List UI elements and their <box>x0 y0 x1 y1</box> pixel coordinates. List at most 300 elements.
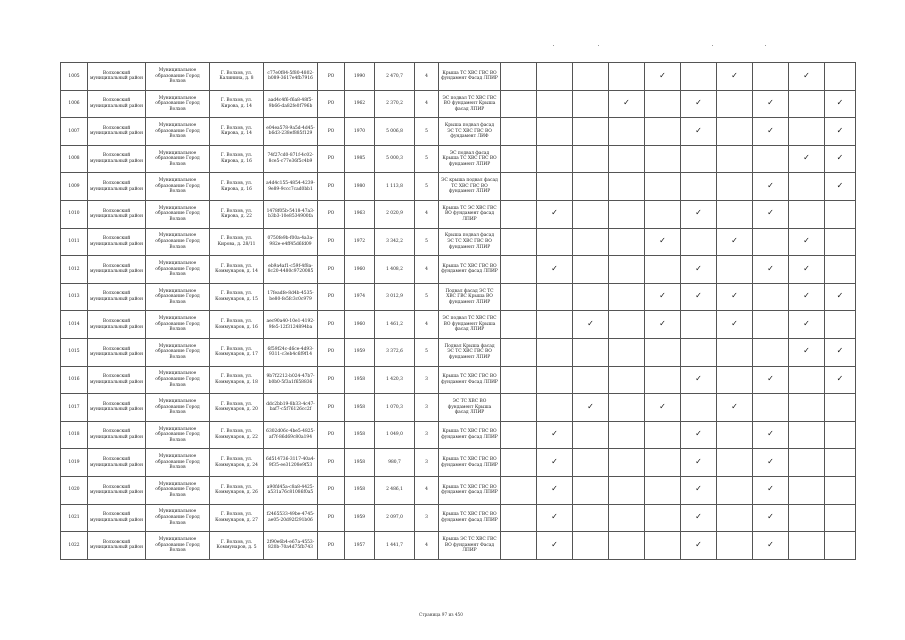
floor-count-cell: 3 <box>415 366 439 394</box>
total-area-cell: 2 097,0 <box>375 504 415 532</box>
work-column-10-cell <box>825 145 856 173</box>
work-column-6-cell <box>681 311 717 339</box>
build-year-cell: 1972 <box>345 228 375 256</box>
work-column-9-cell <box>789 145 825 173</box>
build-year-cell: 1963 <box>345 200 375 228</box>
work-column-7-cell <box>717 421 753 449</box>
work-column-8-cell <box>753 504 789 532</box>
row-number-cell: 1006 <box>61 90 88 118</box>
municipality-name-cell: Муниципальное образование Город Волхов <box>146 145 210 173</box>
build-year-cell: 1958 <box>345 366 375 394</box>
work-column-6-cell <box>681 228 717 256</box>
work-column-8-cell <box>753 449 789 477</box>
work-column-3-cell <box>573 504 609 532</box>
work-column-6-cell <box>681 476 717 504</box>
total-area-cell: 3 012,9 <box>375 283 415 311</box>
table-row <box>61 173 856 201</box>
work-column-7-cell <box>717 532 753 560</box>
work-column-7-cell <box>717 338 753 366</box>
work-column-9-cell <box>789 256 825 284</box>
checkmark-icon: ✓ <box>695 484 702 494</box>
row-number-cell: 1008 <box>61 145 88 173</box>
checkmark-icon: ✓ <box>803 291 810 301</box>
checkmark-icon: ✓ <box>767 484 774 494</box>
fund-type-cell: РО <box>318 90 345 118</box>
checkmark-icon: ✓ <box>767 512 774 521</box>
work-column-8-cell <box>753 200 789 228</box>
work-column-6-cell <box>681 145 717 173</box>
checkmark-icon: ✓ <box>551 208 558 218</box>
total-area-cell: 2 470,7 <box>375 63 415 91</box>
checkmark-icon: ✓ <box>587 318 594 328</box>
work-column-5-cell <box>645 145 681 173</box>
scan-dot <box>765 45 766 46</box>
fund-type-cell: РО <box>318 63 345 91</box>
works-list-cell: ЭС подвал ТС ХВС ГВС ВО фундамент Крыша фасад ЛПИР <box>439 311 501 339</box>
work-column-3-cell <box>573 90 609 118</box>
work-column-4-cell <box>609 394 645 422</box>
work-column-4-cell <box>609 476 645 504</box>
row-number-cell: 1015 <box>61 338 88 366</box>
floor-count-cell: 4 <box>415 256 439 284</box>
work-column-5-cell <box>645 394 681 422</box>
district-name-cell: Волховский муниципальный район <box>88 476 146 504</box>
checkmark-icon: ✓ <box>695 208 702 218</box>
house-code-cell: 9b7f2212-b024-47b7-b0b0-5f3a1f658836 <box>264 366 318 394</box>
works-list-cell: ЭС подвал фасад Крыша ТС ХВС ГВС ВО фундамент ЛПИР <box>439 145 501 173</box>
work-column-8-cell <box>753 63 789 91</box>
row-number-cell: 1014 <box>61 311 88 339</box>
works-list-cell: ЭС подвал ТС ХВС ГВС ВО фундамент Крыша фасад ЛПИР <box>439 90 501 118</box>
district-name-cell: Волховский муниципальный район <box>88 256 146 284</box>
work-column-8-cell <box>753 173 789 201</box>
work-column-2-cell <box>537 504 573 532</box>
checkmark-icon: ✓ <box>551 484 558 494</box>
works-list-cell: Крыша ТС ЭС ХВС ГВС ВО фундамент фасад ЛПИР <box>439 200 501 228</box>
district-name-cell: Волховский муниципальный район <box>88 90 146 118</box>
works-list-cell: Крыша ТС ХВС ГВС ВО фундамент Фасад ЛПИР <box>439 449 501 477</box>
work-column-2-cell <box>537 338 573 366</box>
work-column-9-cell <box>789 228 825 256</box>
work-column-7-cell <box>717 311 753 339</box>
table-row <box>61 421 856 449</box>
checkmark-icon: ✓ <box>803 263 810 273</box>
house-code-cell: 6302d06c-4be5-4825-af7f-86d69c80a194 <box>264 421 318 449</box>
row-number-cell: 1012 <box>61 256 88 284</box>
checkmark-icon: ✓ <box>731 318 738 328</box>
checkmark-icon: ✓ <box>767 263 774 273</box>
build-year-cell: 1990 <box>345 63 375 91</box>
build-year-cell: 1958 <box>345 476 375 504</box>
work-column-1-cell <box>501 476 537 504</box>
house-code-cell: a90fd45a-c8a8-4425-a531a76c81086f0a5 <box>264 476 318 504</box>
total-area-cell: 1 070,3 <box>375 394 415 422</box>
work-column-4-cell <box>609 504 645 532</box>
district-name-cell: Волховский муниципальный район <box>88 394 146 422</box>
build-year-cell: 1980 <box>345 173 375 201</box>
work-column-5-cell <box>645 90 681 118</box>
work-column-6-cell <box>681 63 717 91</box>
work-column-4-cell <box>609 338 645 366</box>
table-row <box>61 476 856 504</box>
work-column-1-cell <box>501 228 537 256</box>
table-row <box>61 504 856 532</box>
floor-count-cell: 5 <box>415 228 439 256</box>
build-year-cell: 1957 <box>345 532 375 560</box>
work-column-9-cell <box>789 532 825 560</box>
work-column-5-cell <box>645 311 681 339</box>
checkmark-icon: ✓ <box>836 98 844 108</box>
work-column-1-cell <box>501 394 537 422</box>
work-column-4-cell <box>609 366 645 394</box>
district-name-cell: Волховский муниципальный район <box>88 283 146 311</box>
works-list-cell: Крыша ТС ХВС ГВС ВО фундамент Фасад ЛПИР <box>439 63 501 91</box>
work-column-1-cell <box>501 173 537 201</box>
checkmark-icon: ✓ <box>695 263 702 273</box>
work-column-7-cell <box>717 449 753 477</box>
works-list-cell: Крыша ТС ХВС ГВС ВО фундамент фасад ЛПИР <box>439 504 501 532</box>
work-column-4-cell <box>609 283 645 311</box>
work-column-4-cell <box>609 256 645 284</box>
work-column-1-cell <box>501 504 537 532</box>
address-cell: Г. Волхов, ул. Кирова, д. 28/11 <box>210 228 264 256</box>
checkmark-icon: ✓ <box>767 208 774 218</box>
work-column-1-cell <box>501 421 537 449</box>
checkmark-icon: ✓ <box>767 429 774 439</box>
checkmark-icon: ✓ <box>803 70 810 80</box>
checkmark-icon: ✓ <box>767 539 774 549</box>
house-code-cell: 17feadfe-8d4b-4535-be80-fe5fc3c0c979 <box>264 283 318 311</box>
house-code-cell: c77e0f84-5f80-4802-b089-3617e4fb7916 <box>264 63 318 91</box>
address-cell: Г. Волхов, ул. Кирова, д. 16 <box>210 145 264 173</box>
work-column-2-cell <box>537 118 573 146</box>
checkmark-icon: ✓ <box>767 180 774 190</box>
checkmark-icon: ✓ <box>659 401 666 411</box>
work-column-6-cell <box>681 449 717 477</box>
work-column-3-cell <box>573 394 609 422</box>
work-column-2-cell <box>537 256 573 284</box>
row-number-cell: 1018 <box>61 421 88 449</box>
row-number-cell: 1022 <box>61 532 88 560</box>
work-column-6-cell <box>681 504 717 532</box>
work-column-9-cell <box>789 449 825 477</box>
table-row <box>61 449 856 477</box>
work-column-3-cell <box>573 421 609 449</box>
checkmark-icon: ✓ <box>767 98 774 108</box>
works-list-cell: Подвал Крыша фасад ЭС ТС ХВС ГВС ВО фундамент ЛПИР <box>439 338 501 366</box>
work-column-7-cell <box>717 228 753 256</box>
table-row <box>61 366 856 394</box>
work-column-7-cell <box>717 366 753 394</box>
work-column-5-cell <box>645 118 681 146</box>
address-cell: Г. Волхов, ул. Коммунаров, д. 17 <box>210 338 264 366</box>
work-column-8-cell <box>753 476 789 504</box>
table-row <box>61 90 856 118</box>
work-column-9-cell <box>789 476 825 504</box>
build-year-cell: 1974 <box>345 283 375 311</box>
address-cell: Г. Волхов, ул. Коммунаров, д. 5 <box>210 532 264 560</box>
work-column-6-cell <box>681 394 717 422</box>
row-number-cell: 1010 <box>61 200 88 228</box>
address-cell: Г. Волхов, ул. Коммунаров, д. 27 <box>210 504 264 532</box>
fund-type-cell: РО <box>318 476 345 504</box>
floor-count-cell: 4 <box>415 532 439 560</box>
checkmark-icon: ✓ <box>836 153 844 163</box>
work-column-3-cell <box>573 256 609 284</box>
work-column-2-cell <box>537 63 573 91</box>
work-column-8-cell <box>753 421 789 449</box>
fund-type-cell: РО <box>318 200 345 228</box>
row-number-cell: 1007 <box>61 118 88 146</box>
work-column-3-cell <box>573 200 609 228</box>
work-column-5-cell <box>645 338 681 366</box>
house-code-cell: aad4c4f6-f6a8-48f5-9b66-da82fe0f796b <box>264 90 318 118</box>
work-column-9-cell <box>789 118 825 146</box>
work-column-3-cell <box>573 283 609 311</box>
table-row <box>61 63 856 91</box>
house-code-cell: 74f27cd0-871f-4c02-8ce5-c77e36f5c4b9 <box>264 145 318 173</box>
work-column-9-cell <box>789 200 825 228</box>
total-area-cell: 5 006,8 <box>375 118 415 146</box>
works-list-cell: ЭС крыша подвал фасад ТС ХВС ГВС ВО фундамент ЛПИР <box>439 173 501 201</box>
municipality-name-cell: Муниципальное образование Город Волхов <box>146 504 210 532</box>
row-number-cell: 1013 <box>61 283 88 311</box>
work-column-1-cell <box>501 90 537 118</box>
district-name-cell: Волховский муниципальный район <box>88 532 146 560</box>
municipality-name-cell: Муниципальное образование Город Волхов <box>146 338 210 366</box>
checkmark-icon: ✓ <box>551 456 558 466</box>
district-name-cell: Волховский муниципальный район <box>88 366 146 394</box>
total-area-cell: 2 370,2 <box>375 90 415 118</box>
address-cell: Г. Волхов, ул. Коммунаров, д. 18 <box>210 366 264 394</box>
work-column-5-cell <box>645 283 681 311</box>
checkmark-icon: ✓ <box>836 125 844 135</box>
checkmark-icon: ✓ <box>623 98 630 108</box>
work-column-9-cell <box>789 283 825 311</box>
work-column-8-cell <box>753 145 789 173</box>
work-column-4-cell <box>609 145 645 173</box>
house-code-cell: f2465533-49be-4745-ae05-20d92f291b06 <box>264 504 318 532</box>
build-year-cell: 1959 <box>345 504 375 532</box>
address-cell: Г. Волхов, ул. Кирова, д. 14 <box>210 118 264 146</box>
scan-dot <box>598 45 599 46</box>
work-column-1-cell <box>501 449 537 477</box>
work-column-7-cell <box>717 256 753 284</box>
work-column-3-cell <box>573 173 609 201</box>
floor-count-cell: 5 <box>415 338 439 366</box>
work-column-7-cell <box>717 90 753 118</box>
table-row <box>61 256 856 284</box>
row-number-cell: 1020 <box>61 476 88 504</box>
house-code-cell: 0750fe9b-f00a-4a3a-982e-e4ff45d6fd09 <box>264 228 318 256</box>
municipality-name-cell: Муниципальное образование Город Волхов <box>146 421 210 449</box>
work-column-8-cell <box>753 90 789 118</box>
work-column-10-cell <box>825 283 856 311</box>
works-list-cell: Крыша подвал фасад ЭС ТС ХВС ГВС ВО фундамент ЛПИР <box>439 228 501 256</box>
fund-type-cell: РО <box>318 118 345 146</box>
build-year-cell: 1958 <box>345 449 375 477</box>
floor-count-cell: 4 <box>415 63 439 91</box>
house-code-cell: 2f90e6b4-e67a-4553-820b-70a4d75fb743 <box>264 532 318 560</box>
district-name-cell: Волховский муниципальный район <box>88 118 146 146</box>
municipality-name-cell: Муниципальное образование Город Волхов <box>146 449 210 477</box>
work-column-3-cell <box>573 338 609 366</box>
build-year-cell: 1960 <box>345 311 375 339</box>
checkmark-icon: ✓ <box>551 512 558 521</box>
work-column-2-cell <box>537 366 573 394</box>
work-column-10-cell <box>825 476 856 504</box>
work-column-10-cell <box>825 311 856 339</box>
work-column-5-cell <box>645 228 681 256</box>
municipality-name-cell: Муниципальное образование Город Волхов <box>146 532 210 560</box>
checkmark-icon: ✓ <box>695 374 702 384</box>
district-name-cell: Волховский муниципальный район <box>88 449 146 477</box>
work-column-9-cell <box>789 63 825 91</box>
work-column-3-cell <box>573 476 609 504</box>
municipality-name-cell: Муниципальное образование Город Волхов <box>146 63 210 91</box>
page-number: Страница 97 из 450 <box>419 612 463 617</box>
floor-count-cell: 5 <box>415 118 439 146</box>
work-column-2-cell <box>537 532 573 560</box>
work-column-6-cell <box>681 338 717 366</box>
housing-register-table <box>60 62 856 560</box>
floor-count-cell: 4 <box>415 311 439 339</box>
fund-type-cell: РО <box>318 366 345 394</box>
work-column-10-cell <box>825 173 856 201</box>
address-cell: Г. Волхов, ул. Коммунаров, д. 16 <box>210 311 264 339</box>
checkmark-icon: ✓ <box>836 374 844 384</box>
checkmark-icon: ✓ <box>659 70 666 80</box>
municipality-name-cell: Муниципальное образование Город Волхов <box>146 228 210 256</box>
address-cell: Г. Волхов, ул. Коммунаров, д. 20 <box>210 394 264 422</box>
table-row <box>61 338 856 366</box>
work-column-7-cell <box>717 476 753 504</box>
table-row <box>61 118 856 146</box>
house-code-cell: 6d514736-3117-40a4-9f35-ee31208e9f53 <box>264 449 318 477</box>
work-column-2-cell <box>537 145 573 173</box>
build-year-cell: 1970 <box>345 118 375 146</box>
work-column-6-cell <box>681 421 717 449</box>
work-column-8-cell <box>753 366 789 394</box>
work-column-3-cell <box>573 63 609 91</box>
row-number-cell: 1011 <box>61 228 88 256</box>
works-list-cell: Подвал фасад ЭС ТС ХВС ГВС Крыша ВО фундамент ЛПИР <box>439 283 501 311</box>
checkmark-icon: ✓ <box>803 346 810 356</box>
checkmark-icon: ✓ <box>803 236 810 246</box>
work-column-1-cell <box>501 63 537 91</box>
house-code-cell: 1478f05b-5418-47a3-b3b3-10e8534900fa <box>264 200 318 228</box>
work-column-8-cell <box>753 283 789 311</box>
work-column-1-cell <box>501 118 537 146</box>
table-row <box>61 311 856 339</box>
floor-count-cell: 3 <box>415 449 439 477</box>
district-name-cell: Волховский муниципальный район <box>88 421 146 449</box>
district-name-cell: Волховский муниципальный район <box>88 311 146 339</box>
work-column-1-cell <box>501 145 537 173</box>
total-area-cell: 1 461,2 <box>375 311 415 339</box>
work-column-5-cell <box>645 476 681 504</box>
checkmark-icon: ✓ <box>695 512 702 521</box>
municipality-name-cell: Муниципальное образование Город Волхов <box>146 311 210 339</box>
works-list-cell: Крыша подвал фасад ЭС ТС ХВС ГВС ВО фундамент ЛИФ <box>439 118 501 146</box>
total-area-cell: 1 420,3 <box>375 366 415 394</box>
address-cell: Г. Волхов, ул. Кирова, д. 22 <box>210 200 264 228</box>
work-column-8-cell <box>753 338 789 366</box>
total-area-cell: 2 020,9 <box>375 200 415 228</box>
district-name-cell: Волховский муниципальный район <box>88 338 146 366</box>
work-column-3-cell <box>573 228 609 256</box>
municipality-name-cell: Муниципальное образование Город Волхов <box>146 118 210 146</box>
work-column-6-cell <box>681 256 717 284</box>
fund-type-cell: РО <box>318 145 345 173</box>
work-column-3-cell <box>573 366 609 394</box>
work-column-3-cell <box>573 311 609 339</box>
work-column-1-cell <box>501 366 537 394</box>
table-row <box>61 228 856 256</box>
work-column-7-cell <box>717 394 753 422</box>
work-column-5-cell <box>645 173 681 201</box>
work-column-1-cell <box>501 256 537 284</box>
work-column-10-cell <box>825 63 856 91</box>
address-cell: Г. Волхов, ул. Кирова, д. 16 <box>210 173 264 201</box>
work-column-6-cell <box>681 366 717 394</box>
checkmark-icon: ✓ <box>767 374 774 384</box>
checkmark-icon: ✓ <box>803 153 810 163</box>
work-column-4-cell <box>609 90 645 118</box>
works-list-cell: Крыша ТС ХВС ГВС ВО фундамент Фасад ЛПИР <box>439 366 501 394</box>
checkmark-icon: ✓ <box>551 539 558 549</box>
work-column-4-cell <box>609 421 645 449</box>
work-column-3-cell <box>573 145 609 173</box>
work-column-5-cell <box>645 63 681 91</box>
work-column-10-cell <box>825 421 856 449</box>
municipality-name-cell: Муниципальное образование Город Волхов <box>146 283 210 311</box>
row-number-cell: 1009 <box>61 173 88 201</box>
work-column-3-cell <box>573 449 609 477</box>
total-area-cell: 980,7 <box>375 449 415 477</box>
fund-type-cell: РО <box>318 394 345 422</box>
house-code-cell: eb9a4af1-c59f-4f8a-8c20-4480c9720085 <box>264 256 318 284</box>
work-column-2-cell <box>537 449 573 477</box>
work-column-6-cell <box>681 118 717 146</box>
fund-type-cell: РО <box>318 256 345 284</box>
work-column-2-cell <box>537 394 573 422</box>
work-column-1-cell <box>501 283 537 311</box>
total-area-cell: 1 408,2 <box>375 256 415 284</box>
work-column-7-cell <box>717 63 753 91</box>
work-column-2-cell <box>537 311 573 339</box>
municipality-name-cell: Муниципальное образование Город Волхов <box>146 200 210 228</box>
checkmark-icon: ✓ <box>836 180 844 190</box>
checkmark-icon: ✓ <box>731 236 738 246</box>
municipality-name-cell: Муниципальное образование Город Волхов <box>146 256 210 284</box>
work-column-2-cell <box>537 173 573 201</box>
house-code-cell: aec90a40-10e1-4192-9fe5-12f3124894ba <box>264 311 318 339</box>
checkmark-icon: ✓ <box>731 291 738 301</box>
work-column-6-cell <box>681 200 717 228</box>
work-column-3-cell <box>573 118 609 146</box>
works-list-cell: Крыша ТС ХВС ГВС ВО фундамент фасад ЛПИР <box>439 421 501 449</box>
checkmark-icon: ✓ <box>731 70 738 80</box>
total-area-cell: 1 441,7 <box>375 532 415 560</box>
work-column-10-cell <box>825 256 856 284</box>
work-column-4-cell <box>609 118 645 146</box>
work-column-10-cell <box>825 504 856 532</box>
work-column-7-cell <box>717 283 753 311</box>
total-area-cell: 1 113,8 <box>375 173 415 201</box>
work-column-7-cell <box>717 145 753 173</box>
work-column-9-cell <box>789 394 825 422</box>
